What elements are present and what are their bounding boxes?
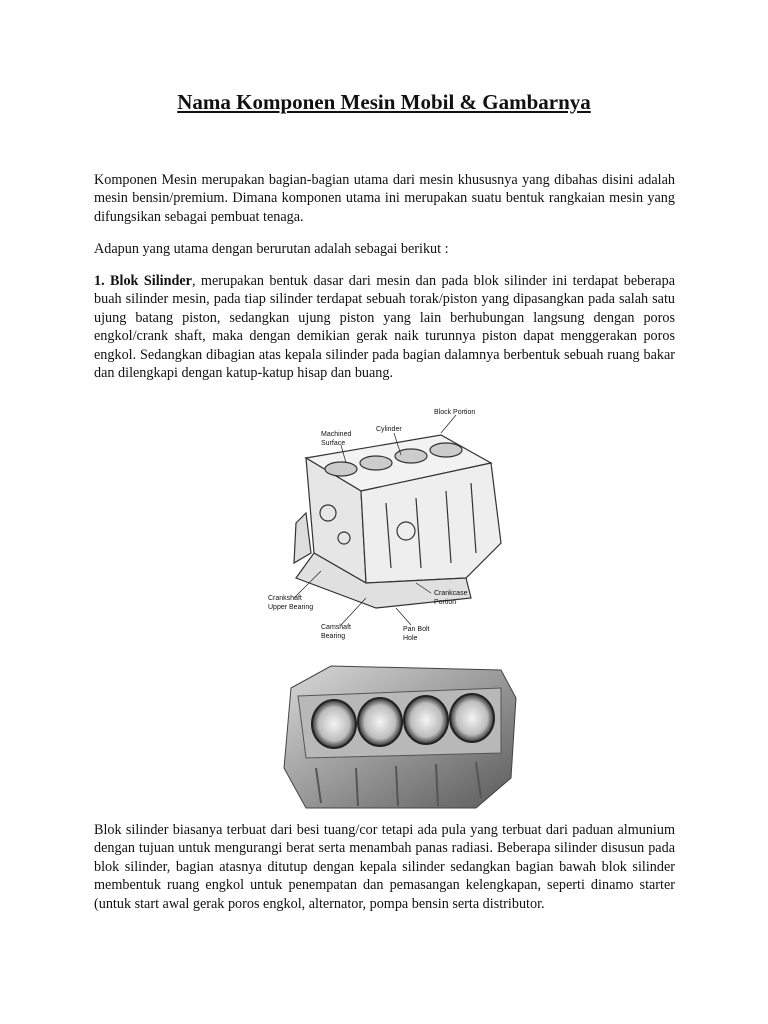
engine-block-photo <box>276 658 521 811</box>
label-machined-1: Machined <box>321 431 352 438</box>
page-title: Nama Komponen Mesin Mobil & Gambarnya <box>177 90 591 114</box>
left-bracket <box>294 513 311 563</box>
label-crankcase-1: Crankcase <box>434 590 468 597</box>
label-panbolt-2: Hole <box>403 635 418 642</box>
photo-bore-2 <box>358 698 402 746</box>
label-camshaft-2: Bearing <box>321 633 346 640</box>
label-camshaft-1: Camshaft <box>321 624 351 631</box>
item1-paragraph <box>94 272 675 382</box>
label-crankshaft-2: Upper Bearing <box>268 604 314 611</box>
label-cylinder: Cylinder <box>376 426 402 433</box>
closing-paragraph: Blok silinder biasanya terbuat dari besi tuang/cor tetapi ada pula yang terbuat dari paduan almunium dengan tujuan untuk mengurangi berat serta menambah panas radiasi. Beberapa silinder disusun pada blok silinder, bagian atasnya ditutup dengan kepala silinder sedangkan bagian bawah blok silinder membentuk ruang engkol untuk penempatan dan pemasangan kelengkapan, seperti dinamo starter (untuk start awal gerak poros engkol, alternator, pompa bensin serta distributor. <box>94 822 675 912</box>
label-panbolt-1: Pan Bolt <box>403 626 430 633</box>
label-crankshaft-1: Crankshaft <box>268 595 302 602</box>
photo-bore-3 <box>404 696 448 744</box>
engine-block-diagram <box>266 403 516 648</box>
list-intro-paragraph: Adapun yang utama dengan berurutan adalah sebagai berikut : <box>94 241 449 257</box>
leader-panbolt <box>396 608 411 625</box>
cylinder-bore-1 <box>325 462 357 476</box>
photo-bore-1 <box>312 700 356 748</box>
item1-term: 1. Blok Silinder <box>94 273 192 289</box>
item1-text: , merupakan bentuk dasar dari mesin dan pada blok silinder ini terdapat beberapa buah silinder mesin, pada tiap silinder terdapat sebuah torak/piston yang dipasangkan pada salah satu ujung batang piston, sedangkan ujung piston yang lain berhubungan langsung dengan poros engkol/crank shaft, maka dengan demikian gerak naik turunnya piston dapat menggerakan poros engkol. Sedangkan dibagian atas kepala silinder pada bagian dalamnya berbentuk sebuah ruang bakar dan dilengkapi dengan katup-katup hisap dan buang. <box>94 273 675 382</box>
label-crankcase-2: Portion <box>434 599 457 606</box>
cylinder-bore-2 <box>360 456 392 470</box>
cylinder-bore-4 <box>430 443 462 457</box>
photo-bore-4 <box>450 694 494 742</box>
intro-paragraph: Komponen Mesin merupakan bagian-bagian utama dari mesin khususnya yang dibahas disini adalah mesin bensin/premium. Dimana komponen utama ini merupakan suatu bentuk rangkaian mesin yang difungsikan sebagai pembuat tenaga. <box>94 172 675 225</box>
leader-block-portion <box>441 415 456 433</box>
label-machined-2: Surface <box>321 440 346 447</box>
leader-camshaft <box>341 598 366 625</box>
label-block-portion: Block Portion <box>434 409 476 416</box>
